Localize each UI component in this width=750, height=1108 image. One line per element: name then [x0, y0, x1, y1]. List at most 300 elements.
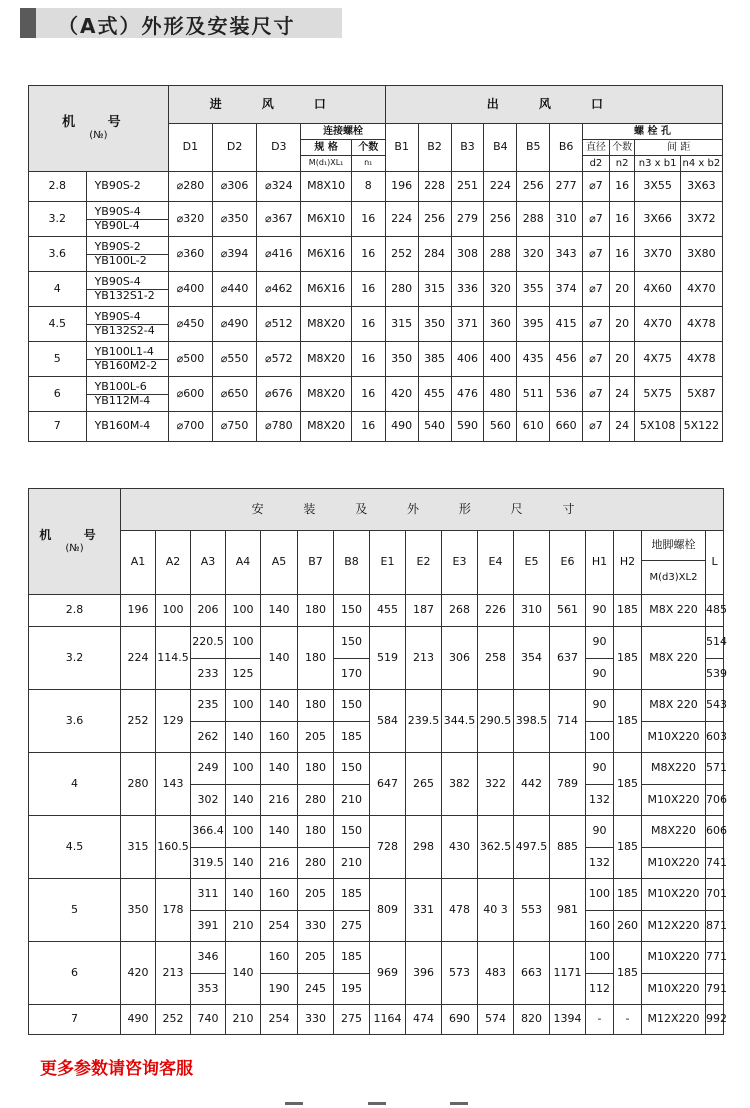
table-cell: 8 [351, 172, 385, 202]
table-cell: 205 [298, 722, 334, 753]
motor-model-line: YB90S-4 [87, 276, 168, 289]
table-cell: 206 [191, 595, 226, 627]
table-row [29, 879, 724, 911]
table-cell: 112 [586, 974, 614, 1005]
table-cell: 310 [550, 202, 583, 237]
table-cell: 100 [586, 722, 614, 753]
table-cell: ⌀7 [583, 272, 610, 307]
table-cell: ⌀572 [257, 342, 301, 377]
table-cell: 3X70 [635, 237, 680, 272]
table-cell: 265 [406, 753, 442, 816]
table-cell: 511 [517, 377, 550, 412]
table-cell: 180 [298, 753, 334, 785]
table-cell: 90 [586, 816, 614, 848]
col-n2: n2 [609, 156, 635, 172]
col-E6: E6 [550, 531, 586, 595]
table-cell: 385 [418, 342, 451, 377]
table-cell: 100 [586, 942, 614, 974]
table-cell: ⌀360 [168, 237, 212, 272]
model-no: 5 [29, 342, 87, 377]
model-no: 4.5 [29, 307, 87, 342]
table-cell: 480 [484, 377, 517, 412]
spec-header: 规 格 [301, 140, 351, 156]
table-cell: 663 [514, 942, 550, 1005]
table-cell: 185 [614, 627, 642, 690]
table-cell: 254 [261, 1005, 298, 1035]
bottom-decoration [285, 1102, 303, 1105]
table-cell: ⌀7 [583, 342, 610, 377]
table-cell: 132 [586, 785, 614, 816]
table-cell: 330 [298, 911, 334, 942]
col-A4: A4 [226, 531, 261, 595]
table-row [29, 202, 723, 237]
table-cell: ⌀367 [257, 202, 301, 237]
table-cell: 140 [261, 595, 298, 627]
table-cell: 143 [156, 753, 191, 816]
table-cell: 298 [406, 816, 442, 879]
table-cell: 809 [370, 879, 406, 942]
table-cell: 540 [418, 412, 451, 442]
table-cell: 224 [484, 172, 517, 202]
table-cell: 382 [442, 753, 478, 816]
table-cell: 420 [385, 377, 418, 412]
table-cell: M10X220 [642, 879, 706, 911]
table-cell: ⌀7 [583, 412, 610, 442]
table-cell: 490 [121, 1005, 156, 1035]
motor-model [86, 172, 168, 202]
table-cell: 308 [451, 237, 484, 272]
table-cell: 280 [121, 753, 156, 816]
table-cell: 354 [514, 627, 550, 690]
table-cell: ⌀750 [213, 412, 257, 442]
table-row [29, 237, 723, 272]
spec-sub: M(d₁)XL₁ [301, 156, 351, 172]
table-cell: ⌀700 [168, 412, 212, 442]
table-row [29, 272, 723, 307]
col-B2: B2 [418, 124, 451, 172]
table-cell: ⌀650 [213, 377, 257, 412]
model-no: 4.5 [29, 816, 121, 879]
table-cell: M8X10 [301, 172, 351, 202]
table-cell: 16 [351, 272, 385, 307]
table-cell: 395 [517, 307, 550, 342]
motor-model [86, 377, 168, 412]
table-row [29, 307, 723, 342]
model-header-2: 机 号 (№) [29, 489, 121, 595]
title-marker [20, 8, 36, 38]
table-cell: 178 [156, 879, 191, 942]
motor-model-line: YB90L-4 [94, 218, 140, 232]
table-cell: ⌀500 [168, 342, 212, 377]
page-title: （A式）外形及安装尺寸 [58, 14, 296, 38]
table-cell: ⌀676 [257, 377, 301, 412]
table-cell: 406 [451, 342, 484, 377]
col-B6: B6 [550, 124, 583, 172]
table-cell: ⌀416 [257, 237, 301, 272]
table-cell: 740 [191, 1005, 226, 1035]
table-cell: 150 [334, 753, 370, 785]
motor-model [86, 412, 168, 442]
table-row [29, 627, 724, 659]
table-cell: 350 [385, 342, 418, 377]
motor-model-line: YB112M-4 [94, 393, 151, 407]
table-cell: 254 [261, 911, 298, 942]
table-cell: M6X10 [301, 202, 351, 237]
table-cell: 288 [517, 202, 550, 237]
table-cell: 885 [550, 816, 586, 879]
count-header: 个数 [351, 140, 385, 156]
table-row [29, 172, 723, 202]
motor-model-line: YB132S2-4 [94, 323, 155, 337]
table-cell: 3X55 [635, 172, 680, 202]
table-cell: 90 [586, 659, 614, 690]
table-cell: 571 [706, 753, 724, 785]
table-cell: 311 [191, 879, 226, 911]
motor-model [86, 202, 168, 237]
table-cell: 260 [614, 911, 642, 942]
table-cell: 40 3 [478, 879, 514, 942]
table-cell: 701 [706, 879, 724, 911]
motor-model-line: YB90S-4 [87, 311, 168, 324]
table-cell: 606 [706, 816, 724, 848]
bolt-conn-header: 连接螺栓 [301, 124, 385, 140]
table-cell: 400 [484, 342, 517, 377]
table-cell: 573 [442, 942, 478, 1005]
table-cell: 391 [191, 911, 226, 942]
table-cell: 129 [156, 690, 191, 753]
table-cell: 210 [226, 1005, 261, 1035]
table-cell: 660 [550, 412, 583, 442]
table-cell: 20 [609, 342, 635, 377]
table-cell: 213 [406, 627, 442, 690]
table-cell: M8X20 [301, 342, 351, 377]
table-cell: 210 [226, 911, 261, 942]
table-cell: 216 [261, 785, 298, 816]
table-cell: 346 [191, 942, 226, 974]
table-cell: 20 [609, 307, 635, 342]
table-cell: 140 [261, 816, 298, 848]
table-cell: 150 [334, 690, 370, 722]
table-row [29, 1005, 724, 1035]
table-cell: 415 [550, 307, 583, 342]
table-cell: 100 [586, 879, 614, 911]
table-cell: 360 [484, 307, 517, 342]
installation-table [28, 488, 727, 1035]
table-cell: 306 [442, 627, 478, 690]
table-cell: 2.8 [29, 595, 121, 627]
table-cell: 331 [406, 879, 442, 942]
table-cell: 210 [334, 848, 370, 879]
table-cell: 24 [609, 412, 635, 442]
table-cell: 16 [351, 412, 385, 442]
table-cell: 160 [261, 722, 298, 753]
table-cell: 343 [550, 237, 583, 272]
table-cell: 125 [226, 659, 261, 690]
motor-model-line: YB100L-6 [87, 381, 168, 394]
table-cell: 150 [334, 595, 370, 627]
table-cell: 114.5 [156, 627, 191, 690]
table-cell: 220.5 [191, 627, 226, 659]
table-cell: 90 [586, 627, 614, 659]
table-cell: 430 [442, 816, 478, 879]
table-cell: 969 [370, 942, 406, 1005]
table-cell: 992 [706, 1005, 724, 1035]
table-cell: 871 [706, 911, 724, 942]
table-cell: M8X 220 [642, 690, 706, 722]
table-cell: 249 [191, 753, 226, 785]
table-cell: 140 [226, 879, 261, 911]
model-no: 3.6 [29, 690, 121, 753]
table-row [29, 942, 724, 974]
motor-model [86, 342, 168, 377]
table-cell: 185 [614, 753, 642, 816]
table-cell: 140 [261, 627, 298, 690]
table-cell: 185 [334, 942, 370, 974]
table-cell: 100 [226, 595, 261, 627]
table-cell: 396 [406, 942, 442, 1005]
table-cell: 205 [298, 942, 334, 974]
table-cell: 180 [298, 627, 334, 690]
col-B3: B3 [451, 124, 484, 172]
table-cell: 140 [226, 942, 261, 1005]
bolt-hole-header: 螺 栓 孔 [583, 124, 723, 140]
table-cell: - [614, 1005, 642, 1035]
table-cell: 3X66 [635, 202, 680, 237]
table-cell: 256 [484, 202, 517, 237]
table-cell: 476 [451, 377, 484, 412]
table-cell: 574 [478, 1005, 514, 1035]
table-cell: 205 [298, 879, 334, 911]
table-cell: 371 [451, 307, 484, 342]
table-cell: 280 [298, 785, 334, 816]
table-cell: M8X220 [642, 816, 706, 848]
table-cell: 180 [298, 595, 334, 627]
motor-model-line: YB90S-2 [94, 179, 141, 193]
table-cell: 16 [609, 172, 635, 202]
table-cell: 284 [418, 237, 451, 272]
table-cell: 330 [298, 1005, 334, 1035]
table-cell: 100 [226, 690, 261, 722]
col-B8: B8 [334, 531, 370, 595]
table-row [29, 412, 723, 442]
table-cell: 226 [478, 595, 514, 627]
col-E5: E5 [514, 531, 550, 595]
table-cell: 603 [706, 722, 724, 753]
table-cell: 90 [586, 753, 614, 785]
table-cell: M8X20 [301, 307, 351, 342]
table-cell: 90 [586, 690, 614, 722]
table-cell: 160 [261, 942, 298, 974]
table-cell: 3X80 [680, 237, 722, 272]
footer-note: 更多参数请咨询客服 [40, 1059, 193, 1079]
table-cell: 514 [706, 627, 724, 659]
table-cell: - [586, 1005, 614, 1035]
table-cell: M6X16 [301, 237, 351, 272]
table-cell: 16 [351, 237, 385, 272]
table-cell: 185 [614, 942, 642, 1005]
table-cell: 160 [586, 911, 614, 942]
motor-model [86, 307, 168, 342]
table-cell: M10X220 [642, 722, 706, 753]
table-cell: 185 [334, 879, 370, 911]
table-cell: 252 [121, 690, 156, 753]
model-header: 机 号 (№) [29, 86, 169, 172]
col-n3b1: n3 x b1 [635, 156, 680, 172]
table-cell: 478 [442, 879, 478, 942]
col-L: L [706, 531, 724, 595]
table-cell: 315 [385, 307, 418, 342]
table-cell: 224 [385, 202, 418, 237]
table-cell: 791 [706, 974, 724, 1005]
table-cell: 350 [418, 307, 451, 342]
table-cell: 140 [261, 753, 298, 785]
table-cell: 239.5 [406, 690, 442, 753]
table-cell: 280 [298, 848, 334, 879]
model-no: 4 [29, 272, 87, 307]
table-cell: 4X75 [635, 342, 680, 377]
model-no: 4 [29, 753, 121, 816]
dia-header: 直径 [583, 140, 610, 156]
table-cell: M10X220 [642, 974, 706, 1005]
table-cell: 100 [226, 627, 261, 659]
table-cell: ⌀324 [257, 172, 301, 202]
model-no: 5 [29, 879, 121, 942]
model-no: 3.2 [29, 202, 87, 237]
table-cell: 690 [442, 1005, 478, 1035]
table-cell: 355 [517, 272, 550, 307]
table-cell: 5X75 [635, 377, 680, 412]
table-cell: M12X220 [642, 1005, 706, 1035]
table-cell: 714 [550, 690, 586, 753]
table-cell: 20 [609, 272, 635, 307]
table-cell: 5X87 [680, 377, 722, 412]
table-cell: 455 [370, 595, 406, 627]
col-B5: B5 [517, 124, 550, 172]
table-cell: M8X 220 [642, 627, 706, 690]
table-cell: 290.5 [478, 690, 514, 753]
col-B7: B7 [298, 531, 334, 595]
table-cell: 185 [614, 690, 642, 753]
table-cell: 235 [191, 690, 226, 722]
table-cell: 140 [226, 785, 261, 816]
table-cell: 16 [351, 377, 385, 412]
table-cell: 1171 [550, 942, 586, 1005]
table-cell: M6X16 [301, 272, 351, 307]
table-cell: ⌀306 [213, 172, 257, 202]
motor-model [86, 272, 168, 307]
table-cell: 140 [226, 848, 261, 879]
motor-model-line: YB132S1-2 [94, 288, 155, 302]
table-cell: 374 [550, 272, 583, 307]
table-cell: 497.5 [514, 816, 550, 879]
table-cell: 4X70 [635, 307, 680, 342]
spacing-header: 间 距 [635, 140, 723, 156]
motor-model [86, 237, 168, 272]
table-cell: 543 [706, 690, 724, 722]
table-cell: 539 [706, 659, 724, 690]
table-cell: 310 [514, 595, 550, 627]
table-cell: 362.5 [478, 816, 514, 879]
table-cell: 16 [351, 307, 385, 342]
table-cell: ⌀462 [257, 272, 301, 307]
table-cell: 519 [370, 627, 406, 690]
table-cell: ⌀550 [213, 342, 257, 377]
table-cell: 196 [121, 595, 156, 627]
table-cell: 1164 [370, 1005, 406, 1035]
table-cell: 5X122 [680, 412, 722, 442]
table-row [29, 816, 724, 848]
col-H2: H2 [614, 531, 642, 595]
table-cell: 160.5 [156, 816, 191, 879]
table-cell: M12X220 [642, 911, 706, 942]
table-cell: 315 [418, 272, 451, 307]
table-cell: 140 [226, 722, 261, 753]
table-cell: 456 [550, 342, 583, 377]
table-cell: 277 [550, 172, 583, 202]
table-cell: 771 [706, 942, 724, 974]
col-n4b2: n4 x b2 [680, 156, 722, 172]
table-cell: 315 [121, 816, 156, 879]
table-cell: 590 [451, 412, 484, 442]
col-E2: E2 [406, 531, 442, 595]
table-cell: ⌀394 [213, 237, 257, 272]
col-A3: A3 [191, 531, 226, 595]
table-cell: 150 [334, 627, 370, 659]
table-row [29, 690, 724, 722]
model-no: 6 [29, 942, 121, 1005]
table-cell: ⌀350 [213, 202, 257, 237]
table-cell: 16 [609, 237, 635, 272]
table-cell: ⌀490 [213, 307, 257, 342]
table-cell: 100 [156, 595, 191, 627]
table-row [29, 753, 724, 785]
table-cell: 216 [261, 848, 298, 879]
table-cell: 610 [517, 412, 550, 442]
table-cell: ⌀320 [168, 202, 212, 237]
table-cell: 5X108 [635, 412, 680, 442]
table-cell: 789 [550, 753, 586, 816]
table-row [29, 342, 723, 377]
count-sub: n₁ [351, 156, 385, 172]
table-cell: ⌀7 [583, 237, 610, 272]
col-E4: E4 [478, 531, 514, 595]
inlet-outlet-table [28, 85, 723, 442]
col-E3: E3 [442, 531, 478, 595]
motor-model-line: YB100L-2 [94, 253, 147, 267]
table-cell: ⌀440 [213, 272, 257, 307]
table-cell: 252 [385, 237, 418, 272]
table-cell: 150 [334, 816, 370, 848]
table-cell: 455 [418, 377, 451, 412]
table-cell: 490 [385, 412, 418, 442]
table-cell: 185 [614, 816, 642, 879]
table-cell: 279 [451, 202, 484, 237]
table-cell: 485 [706, 595, 724, 627]
table-cell: 185 [614, 595, 642, 627]
table-cell: 320 [517, 237, 550, 272]
table-cell: ⌀400 [168, 272, 212, 307]
table-cell: 24 [609, 377, 635, 412]
model-no: 3.2 [29, 627, 121, 690]
col-d2: d2 [583, 156, 610, 172]
table-cell: 483 [478, 942, 514, 1005]
table-cell: 981 [550, 879, 586, 942]
table-cell: M10X220 [642, 848, 706, 879]
table-cell: ⌀450 [168, 307, 212, 342]
table-cell: 4X60 [635, 272, 680, 307]
table-cell: 353 [191, 974, 226, 1005]
table-cell: 344.5 [442, 690, 478, 753]
